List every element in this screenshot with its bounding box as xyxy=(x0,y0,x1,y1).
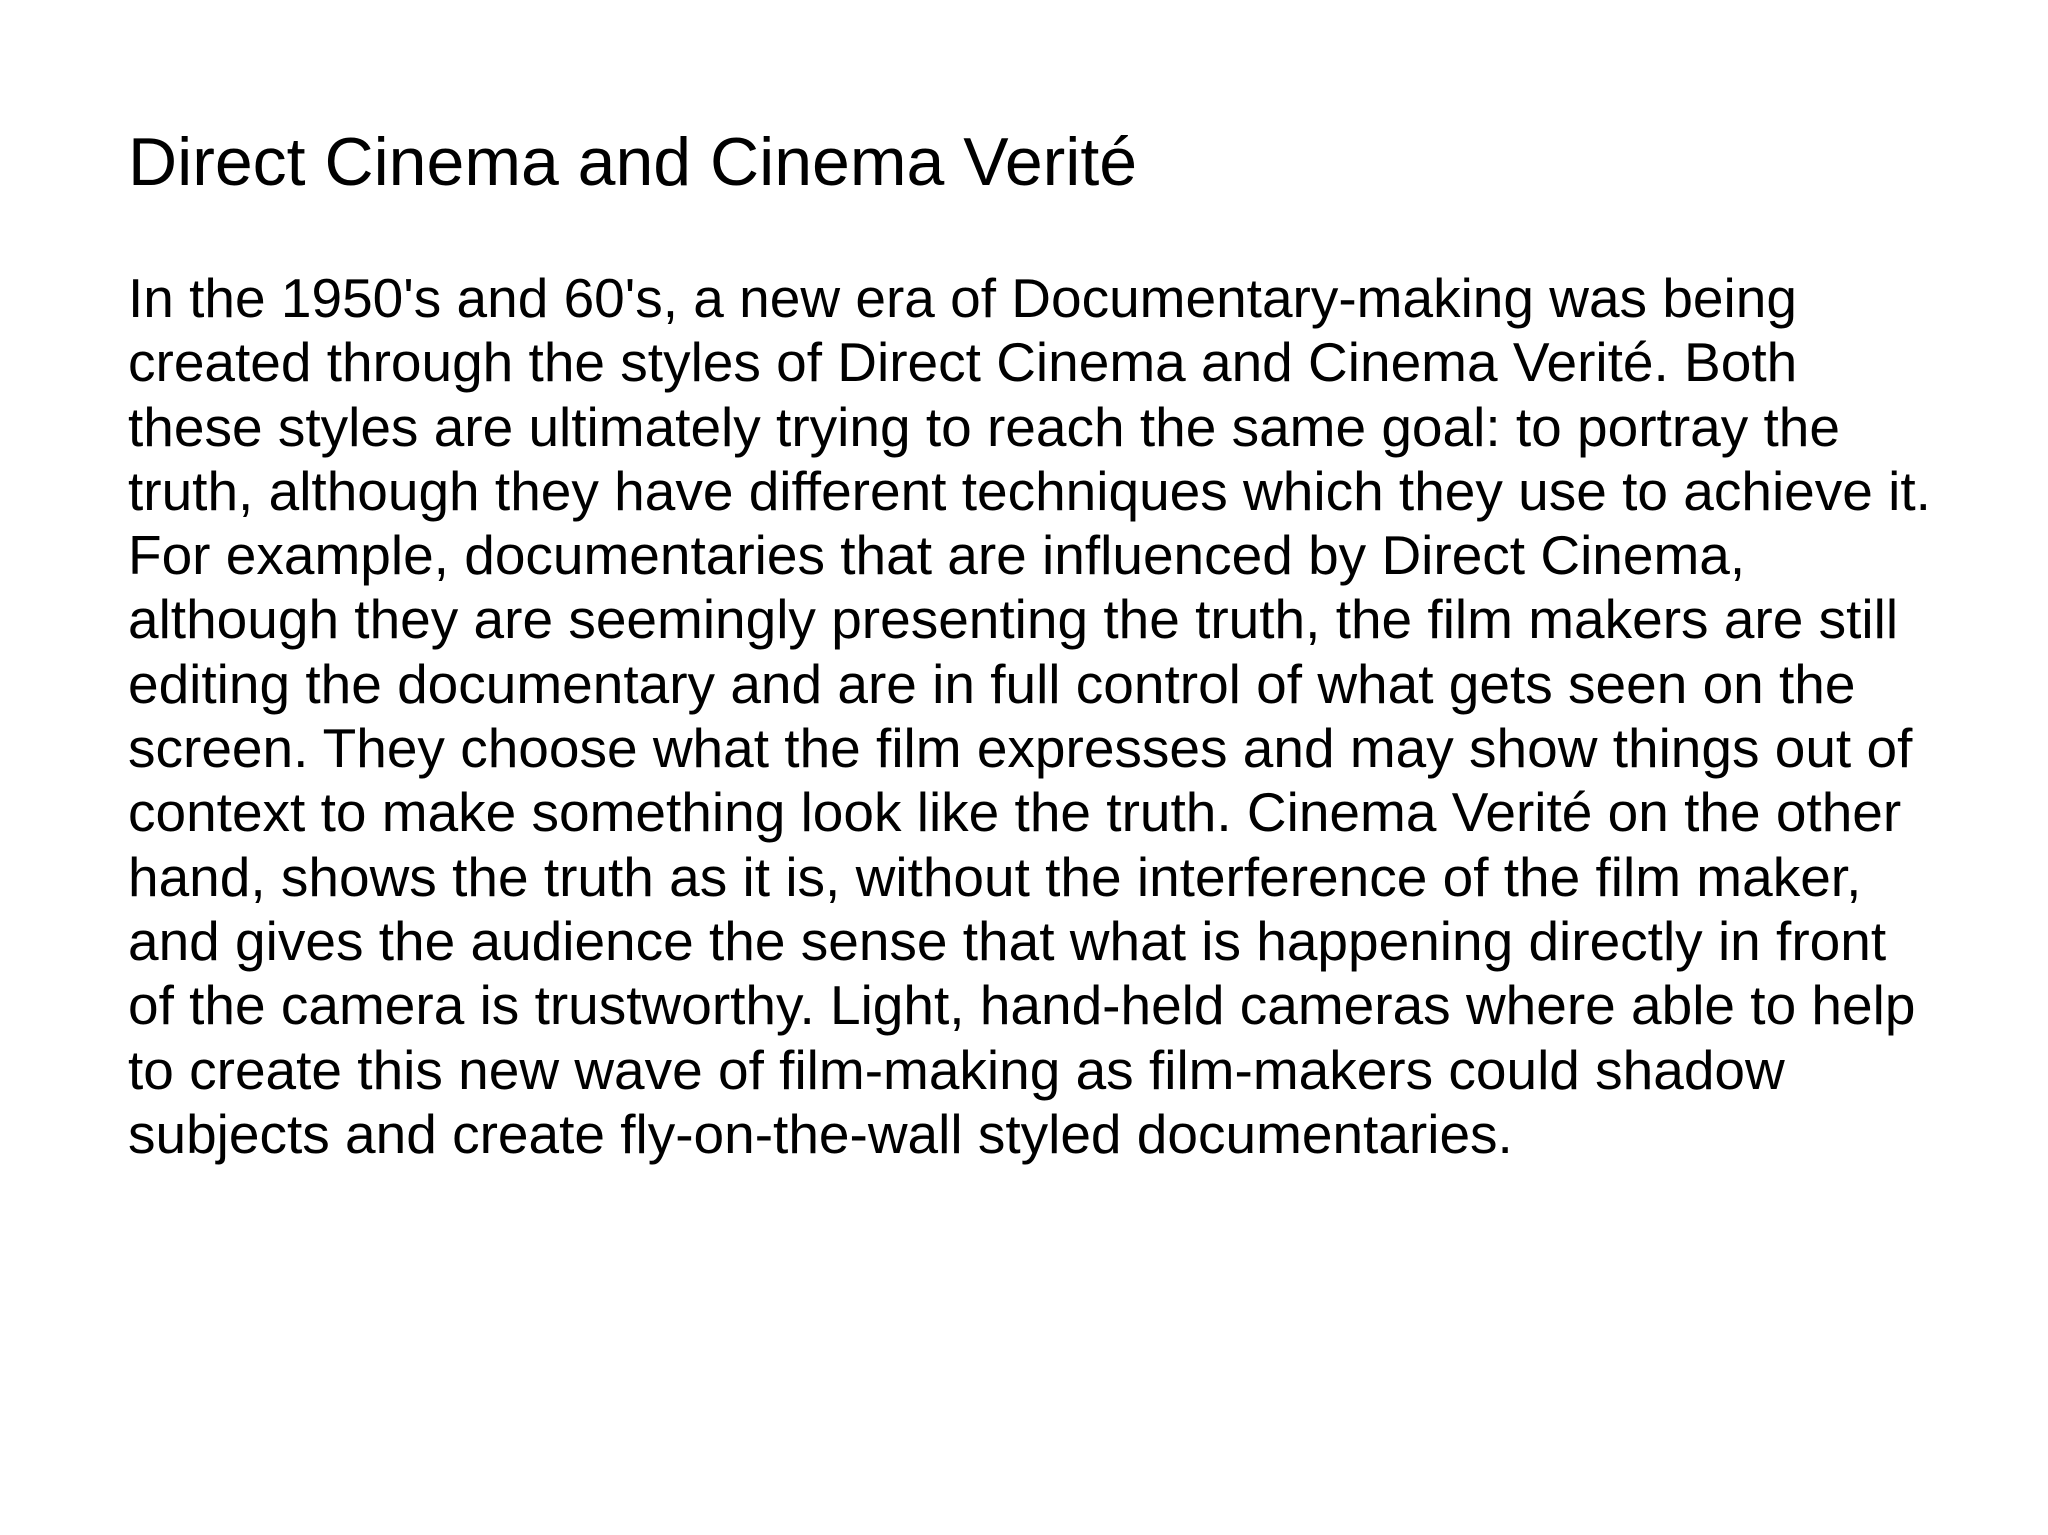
body-line: editing the documentary and are in full control of what gets seen on the xyxy=(128,652,1856,715)
body-line: screen. They choose what the film expresses and may show things out of xyxy=(128,717,1913,780)
body-line: of the camera is trustworthy. Light, hand-held cameras where able to help xyxy=(128,974,1916,1037)
body-line: and gives the audience the sense that what is happening directly in front xyxy=(128,909,1887,972)
body-line: created through the styles of Direct Cinema and Cinema Verité. Both xyxy=(128,331,1798,394)
slide-body-paragraph xyxy=(128,266,2028,1166)
body-line: subjects and create fly-on-the-wall styled documentaries. xyxy=(128,1102,1513,1165)
body-line: to create this new wave of film-making as film-makers could shadow xyxy=(128,1038,1785,1101)
slide-title: Direct Cinema and Cinema Verité xyxy=(128,124,1138,200)
body-line: In the 1950's and 60's, a new era of Documentary-making was being xyxy=(128,267,1797,329)
body-line: context to make something look like the truth. Cinema Verité on the other xyxy=(128,781,1902,844)
body-line: although they are seemingly presenting the truth, the film makers are still xyxy=(128,588,1899,651)
body-line: truth, although they have different techniques which they use to achieve it. xyxy=(128,459,1931,522)
body-line: hand, shows the truth as it is, without the interference of the film maker, xyxy=(128,845,1862,908)
body-line: these styles are ultimately trying to reach the same goal: to portray the xyxy=(128,395,1840,458)
body-line: For example, documentaries that are influenced by Direct Cinema, xyxy=(128,524,1746,587)
